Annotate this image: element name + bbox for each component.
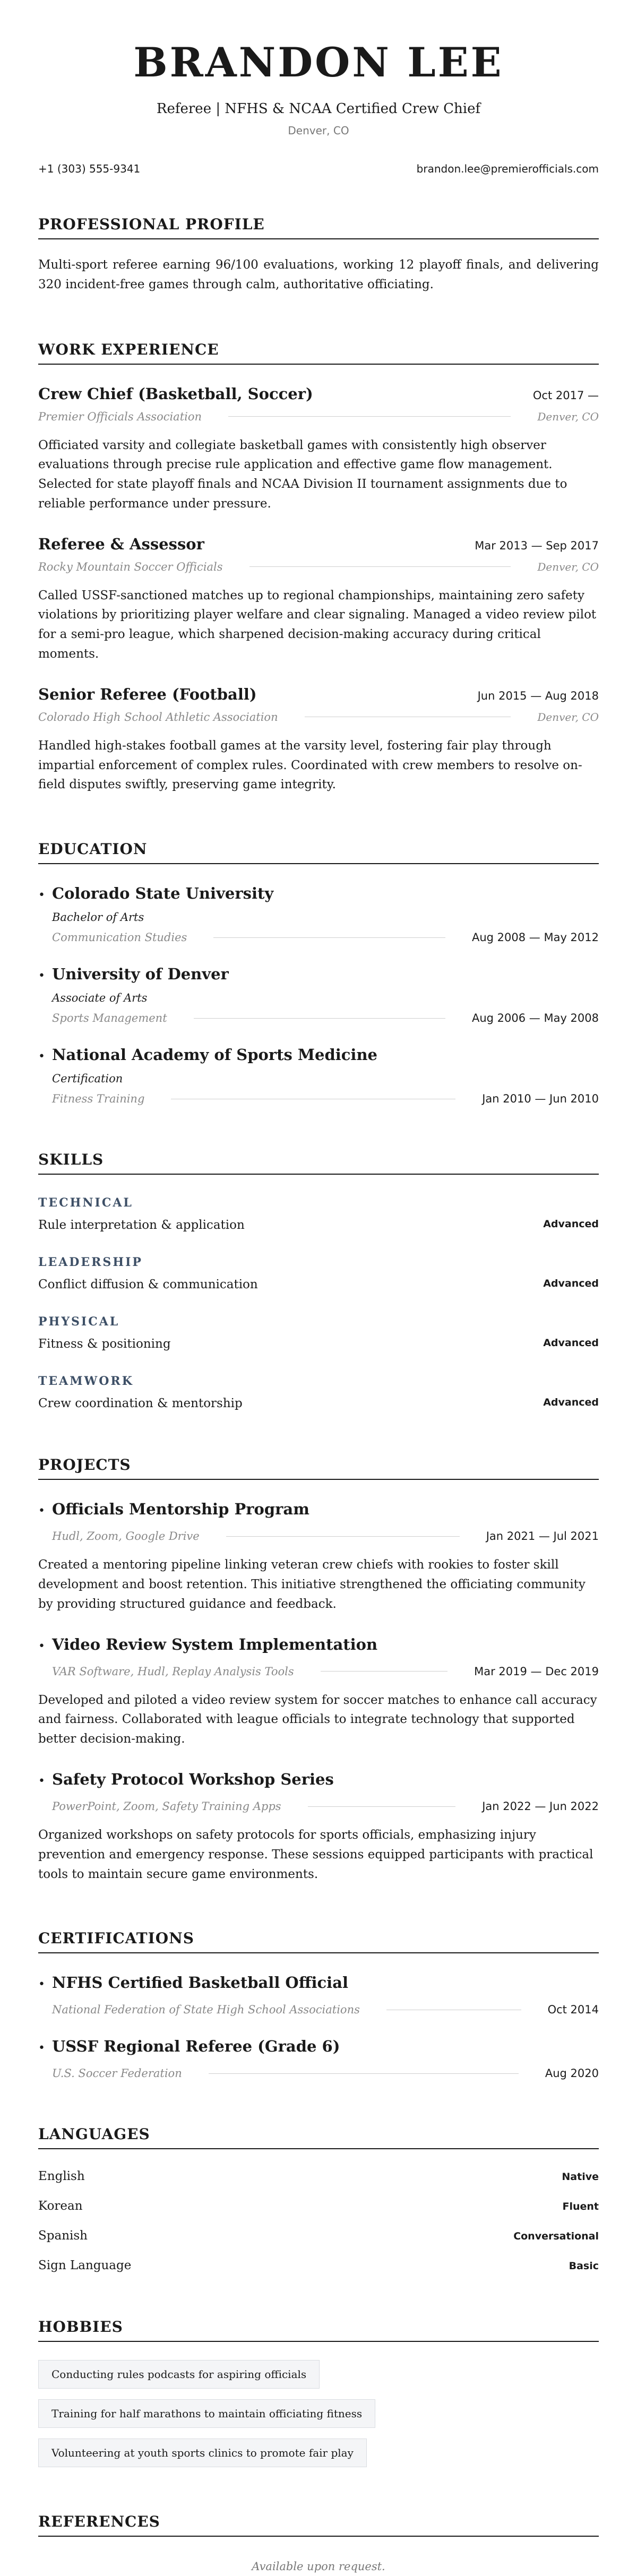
job-dates: Oct 2017 — [532, 389, 599, 402]
skill-category: LEADERSHIP [38, 1255, 143, 1270]
project-description: Created a mentoring pipeline linking veteran crew chiefs with rookies to foster skill development and boost retention. This initiative strengthened the officiating community by providing structured guidance and feedback. [38, 1558, 586, 1611]
divider-line [249, 566, 511, 567]
skill-name: Conflict diffusion & communication [38, 1278, 258, 1292]
experience-item [38, 535, 599, 664]
job-title: Senior Referee (Football) [38, 685, 257, 703]
skill-category: PHYSICAL [38, 1315, 120, 1329]
education-item [38, 884, 599, 944]
language-level: Conversational [513, 2230, 599, 2243]
divider-line [213, 937, 445, 938]
language-row [38, 2259, 599, 2272]
hobby-chip: Volunteering at youth sports clinics to promote fair play [38, 2439, 367, 2467]
school-name: University of Denver [52, 965, 229, 984]
skill-level: Advanced [543, 1218, 599, 1230]
project-dates: Mar 2019 — Dec 2019 [474, 1665, 599, 1678]
language-row [38, 2199, 599, 2213]
certification-title: NFHS Certified Basketball Official [52, 1974, 348, 1992]
divider-line [226, 1536, 460, 1537]
section-title-experience: WORK EXPERIENCE [38, 341, 599, 365]
bullet-icon: • [38, 889, 45, 902]
skill-level: Advanced [543, 1278, 599, 1290]
language-level: Basic [569, 2260, 599, 2272]
skill-level: Advanced [543, 1337, 599, 1349]
certification-date: Aug 2020 [545, 2067, 599, 2080]
skill-level: Advanced [543, 1397, 599, 1409]
degree: Bachelor of Arts [52, 911, 144, 924]
employer: Premier Officials Association [38, 410, 202, 423]
language-name: Sign Language [38, 2259, 132, 2273]
certification-title: USSF Regional Referee (Grade 6) [52, 2037, 340, 2056]
certification-date: Oct 2014 [547, 2003, 599, 2017]
phone: +1 (303) 555-9341 [38, 162, 141, 175]
field-of-study: Fitness Training [52, 1092, 145, 1106]
skill-name: Fitness & positioning [38, 1337, 171, 1351]
email: brandon.lee@premierofficials.com [416, 162, 599, 175]
bullet-icon: • [38, 1978, 45, 1992]
project-item [38, 1770, 599, 1884]
skill-row [38, 1218, 599, 1232]
section-title-references: REFERENCES [38, 2513, 599, 2537]
skill-category: TEAMWORK [38, 1374, 134, 1389]
hobby-chip: Training for half marathons to maintain officiating fitness [38, 2399, 375, 2428]
employer: Rocky Mountain Soccer Officials [38, 560, 223, 573]
section-title-languages: LANGUAGES [38, 2125, 599, 2149]
project-dates: Jan 2022 — Jun 2022 [482, 1800, 599, 1813]
field-of-study: Sports Management [52, 1012, 167, 1025]
location: Denver, CO [288, 124, 349, 137]
project-item [38, 1500, 599, 1614]
skill-row [38, 1337, 599, 1351]
skill-row [38, 1397, 599, 1410]
job-dates: Mar 2013 — Sep 2017 [475, 539, 599, 552]
divider-line [308, 1806, 456, 1807]
skill-category: TECHNICAL [38, 1196, 133, 1210]
project-tools: VAR Software, Hudl, Replay Analysis Tools [52, 1665, 294, 1678]
project-title: Safety Protocol Workshop Series [52, 1770, 334, 1789]
certification-issuer: National Federation of State High School Associations [52, 2003, 360, 2017]
job-description: Called USSF-sanctioned matches up to regional championships, maintaining zero safety violations by prioritizing player welfare and clear signaling. Managed a video review pilot for a semi-pro league, which sharpened decision-making accuracy during critical moments. [38, 588, 597, 661]
section-title-education: EDUCATION [38, 840, 599, 864]
bullet-icon: • [38, 2041, 45, 2055]
certification-issuer: U.S. Soccer Federation [52, 2067, 182, 2080]
section-title-hobbies: HOBBIES [38, 2318, 599, 2342]
education-dates: Jan 2010 — Jun 2010 [482, 1092, 599, 1106]
skill-row [38, 1278, 599, 1291]
experience-item [38, 385, 599, 514]
project-title: Video Review System Implementation [52, 1635, 378, 1653]
job-description: Officiated varsity and collegiate basketball games with consistently high observer evaluations through precise rule application and effective game flow management. Selected for state playoff finals and NCAA Division II tournament assignments due to reliable performance under pressure. [38, 438, 567, 511]
job-location: Denver, CO [537, 560, 599, 573]
tagline: Referee | NFHS & NCAA Certified Crew Chief [156, 101, 481, 117]
job-location: Denver, CO [537, 410, 599, 423]
project-description: Organized workshops on safety protocols for sports officials, emphasizing injury prevention and emergency response. These sessions equipped participants with practical tools to maintain secure game environments. [38, 1828, 593, 1881]
bullet-icon: • [38, 1504, 45, 1518]
degree: Certification [52, 1072, 123, 1085]
school-name: National Academy of Sports Medicine [52, 1046, 377, 1064]
language-name: Spanish [38, 2229, 88, 2243]
bullet-icon: • [38, 969, 45, 983]
certification-item [38, 2037, 599, 2080]
employer: Colorado High School Athletic Association [38, 710, 278, 723]
job-title: Referee & Assessor [38, 535, 204, 553]
language-level: Native [562, 2171, 599, 2183]
project-title: Officials Mentorship Program [52, 1500, 309, 1519]
divider-line [228, 416, 511, 417]
candidate-name: BRANDON LEE [133, 39, 504, 86]
language-name: Korean [38, 2199, 83, 2213]
education-dates: Aug 2008 — May 2012 [471, 931, 599, 944]
job-dates: Jun 2015 — Aug 2018 [477, 689, 599, 702]
section-title-certifications: CERTIFICATIONS [38, 1929, 599, 1953]
skill-name: Rule interpretation & application [38, 1218, 245, 1233]
section-title-profile: PROFESSIONAL PROFILE [38, 216, 599, 239]
profile-text: Multi-sport referee earning 96/100 evaluations, working 12 playoff finals, and delivering 320 incident-free games through calm, authoritative officiating. [38, 258, 599, 292]
hobby-list [38, 2342, 599, 2467]
project-tools: PowerPoint, Zoom, Safety Training Apps [52, 1800, 281, 1813]
bullet-icon: • [38, 1639, 45, 1653]
section-title-projects: PROJECTS [38, 1456, 599, 1480]
school-name: Colorado State University [52, 884, 274, 903]
project-description: Developed and piloted a video review system for soccer matches to enhance call accuracy and fairness. Collaborated with league officials to integrate technology that supported better decision-making. [38, 1693, 597, 1746]
education-item [38, 965, 599, 1024]
job-description: Handled high-stakes football games at the varsity level, fostering fair play through impartial enforcement of complex rules. Coordinated with crew members to resolve on-field disputes swiftly, preserving game integrity. [38, 738, 582, 792]
project-item [38, 1635, 599, 1749]
job-location: Denver, CO [537, 710, 599, 723]
certification-item [38, 1974, 599, 2016]
experience-item [38, 685, 599, 795]
divider-line [209, 2073, 519, 2074]
job-title: Crew Chief (Basketball, Soccer) [38, 384, 313, 403]
contact-row [38, 162, 599, 175]
language-level: Fluent [562, 2201, 599, 2213]
language-row [38, 2169, 599, 2183]
section-title-skills: SKILLS [38, 1151, 599, 1175]
skill-name: Crew coordination & mentorship [38, 1397, 243, 1411]
field-of-study: Communication Studies [52, 931, 187, 944]
bullet-icon: • [38, 1050, 45, 1064]
degree: Associate of Arts [52, 992, 148, 1005]
project-tools: Hudl, Zoom, Google Drive [52, 1530, 200, 1543]
bullet-icon: • [38, 1774, 45, 1788]
language-row [38, 2229, 599, 2243]
hobby-chip: Conducting rules podcasts for aspiring officials [38, 2360, 320, 2389]
divider-line [321, 1671, 447, 1672]
education-item [38, 1046, 599, 1105]
references-text: Available upon request. [252, 2560, 385, 2573]
education-dates: Aug 2006 — May 2008 [471, 1012, 599, 1025]
language-name: English [38, 2169, 85, 2184]
project-dates: Jan 2021 — Jul 2021 [486, 1530, 599, 1543]
divider-line [194, 1018, 445, 1019]
